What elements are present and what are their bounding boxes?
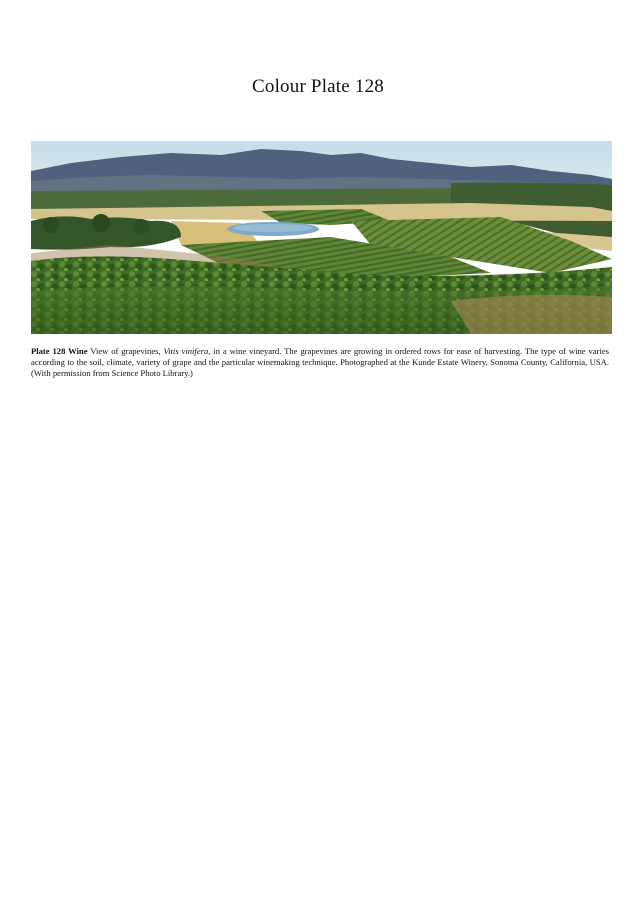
caption-label: Plate 128 Wine	[31, 346, 88, 356]
vineyard-illustration	[31, 141, 612, 334]
page-title: Colour Plate 128	[252, 76, 384, 97]
caption-text-2: , in a wine vineyard. The grapevines are growing in ordered rows for ease of harvesting. The type of wine varies according to the soil, climate, variety of grape and the particular winemaking technique. Photographed at the Kunde Estate Winery, Sonoma County, California, USA. (With permission from Science Photo Library.)	[31, 346, 609, 379]
caption-text-1: View of grapevines,	[90, 346, 164, 356]
dry-soil-patch	[451, 295, 612, 334]
plate-caption	[31, 346, 609, 380]
vineyard-photo	[31, 141, 612, 334]
caption-species-name: Vitis vinifera	[163, 346, 209, 356]
